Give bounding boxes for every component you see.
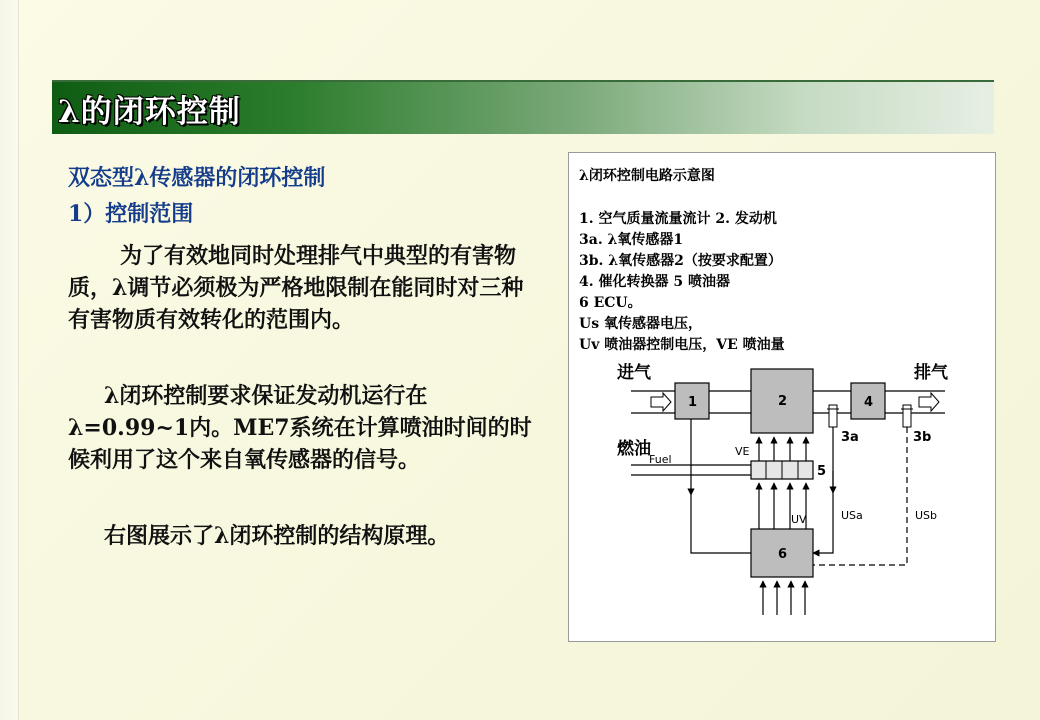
- diagram-panel: [568, 152, 996, 642]
- block-4-label: 4: [864, 395, 874, 410]
- legend-line: 4. 催化转换器 5 喷油器: [579, 274, 730, 290]
- block-5-label: 5: [817, 464, 827, 479]
- uv-label: UV: [791, 513, 807, 526]
- legend-line: 6 ECU。: [579, 295, 642, 311]
- paragraph-control-range: 为了有效地同时处理排气中典型的有害物质，λ调节必须极为严格地限制在能同时对三种有害物质有效转化的范围内。: [68, 243, 524, 333]
- intake-label: 进气: [617, 363, 651, 383]
- sensor-3b: [903, 405, 911, 427]
- section-heading: 双态型λ传感器的闭环控制: [68, 165, 326, 191]
- block-1-label: 1: [688, 395, 698, 410]
- paragraph-figure-reference: 右图展示了λ闭环控制的结构原理。: [104, 523, 450, 549]
- sensor-3a-label: 3a: [841, 430, 859, 445]
- left-margin-stripe: [0, 0, 19, 720]
- legend-line: 3b. λ氧传感器2（按要求配置）: [579, 253, 782, 269]
- usb-label: USb: [915, 509, 938, 522]
- subsection-heading: 1）控制范围: [68, 201, 194, 227]
- block-2-label: 2: [778, 394, 788, 409]
- control-loop-schematic: [569, 153, 995, 641]
- left-text-column: [68, 162, 538, 552]
- legend-line: Uv 喷油器控制电压，VE 喷油量: [579, 337, 785, 353]
- diagram-title: λ闭环控制电路示意图: [579, 168, 715, 184]
- paragraph-lambda-requirement: λ闭环控制要求保证发动机运行在λ=0.99~1内。ME7系统在计算喷油时间的时候利用了这个来自氧传感器的信号。: [68, 383, 532, 473]
- block-6-label: 6: [778, 547, 788, 562]
- legend-line: Us 氧传感器电压，: [579, 316, 702, 332]
- usa-label: USa: [841, 509, 863, 522]
- sensor-3b-label: 3b: [913, 430, 932, 445]
- legend-line: 3a. λ氧传感器1: [579, 232, 684, 248]
- exhaust-label: 排气: [914, 363, 948, 383]
- fuel-en-label: Fuel: [649, 453, 672, 466]
- legend-line: 1. 空气质量流量流计 2. 发动机: [579, 211, 777, 227]
- sensor-3a: [829, 405, 837, 427]
- fuel-label: 燃油: [617, 439, 651, 459]
- ve-label: VE: [735, 445, 750, 458]
- slide-title: λ的闭环控制: [58, 94, 241, 130]
